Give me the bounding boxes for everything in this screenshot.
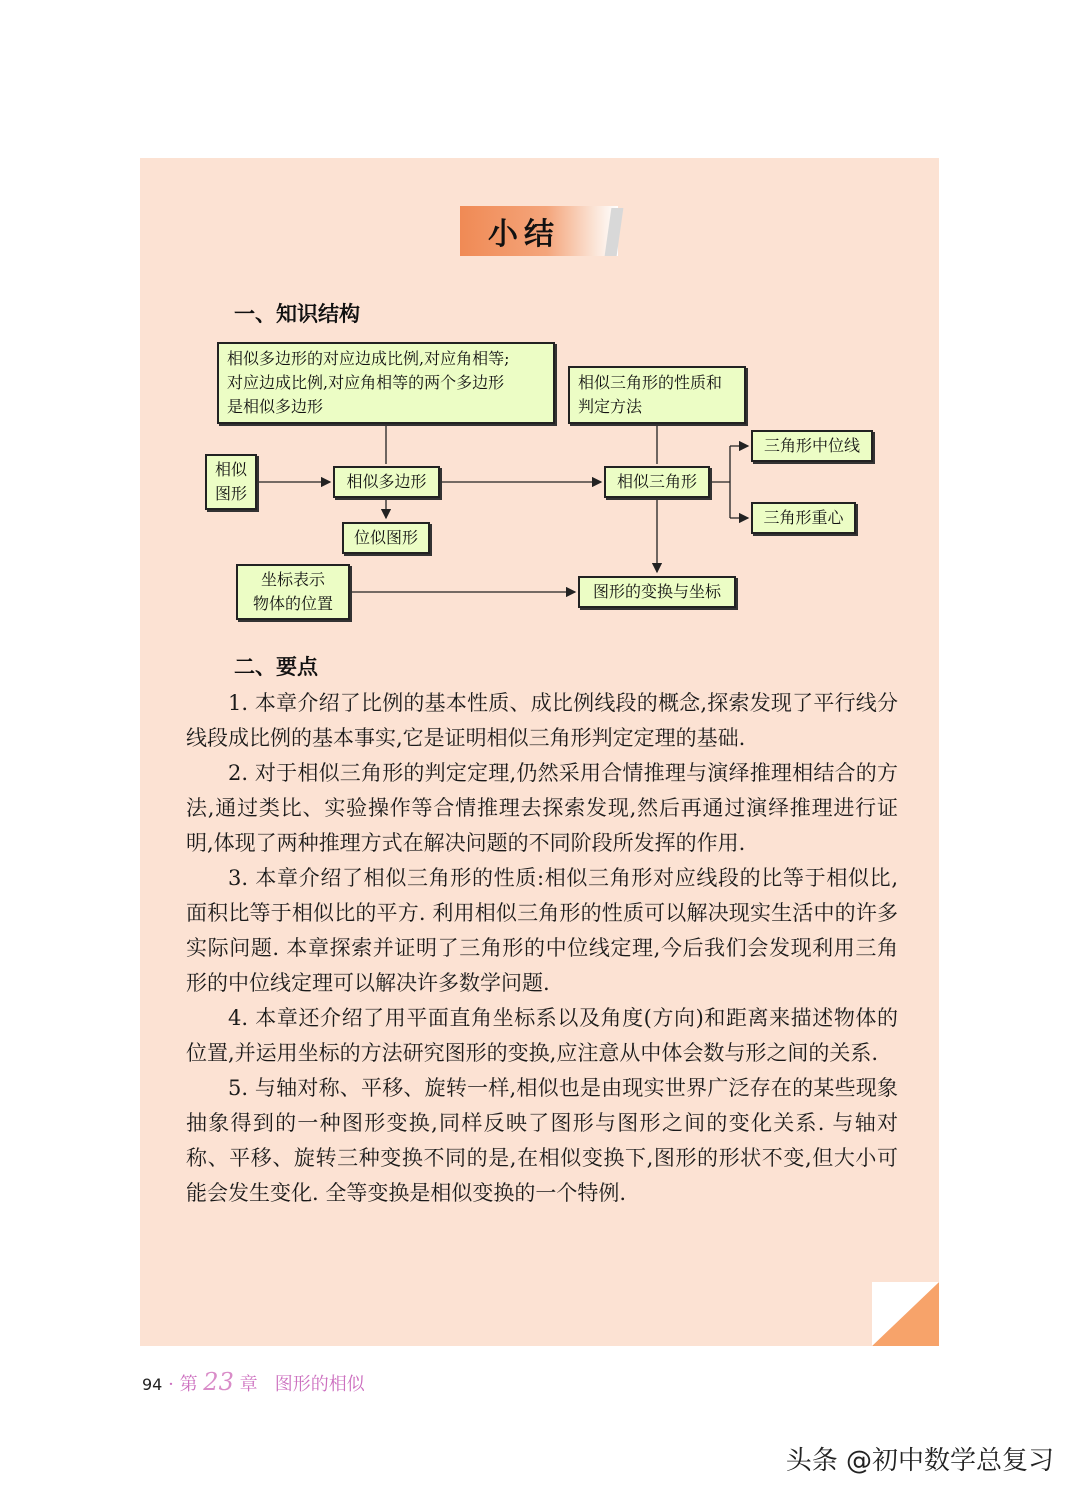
box-triangle-properties-line2: 判定方法: [578, 397, 643, 416]
box-triangle-midline-label: 三角形中位线: [763, 436, 860, 455]
box-polygon-definition-line1: 相似多边形的对应边成比例,对应角相等;: [227, 349, 510, 368]
box-coordinate-position-line2: 物体的位置: [252, 594, 333, 613]
chapter-title: 图形的相似: [274, 1374, 365, 1395]
box-similar-triangle: [604, 466, 710, 498]
box-similar-figure-line2: 图形: [214, 484, 247, 503]
box-transform-coordinates: [578, 576, 736, 608]
page-number: 94: [142, 1375, 163, 1394]
key-point-paragraph: 1. 本章介绍了比例的基本性质、成比例线段的概念,探索发现了平行线分线段成比例的基本事实,它是证明相似三角形判定定理的基础.: [186, 691, 898, 750]
box-coordinate-position: [236, 564, 350, 620]
footer-separator: ·: [168, 1374, 174, 1395]
page-footer: [142, 1368, 365, 1396]
box-similar-triangle-label: 相似三角形: [616, 472, 697, 491]
section-heading-knowledge-structure: 一、知识结构: [234, 301, 360, 326]
chapter-number: 23: [203, 1368, 234, 1396]
box-homothetic-figure-label: 位似图形: [353, 528, 418, 547]
box-similar-figure-line1: 相似: [214, 460, 247, 479]
box-triangle-properties: [568, 366, 746, 424]
box-triangle-centroid: [751, 502, 856, 534]
box-triangle-midline: [751, 430, 873, 462]
box-triangle-properties-line1: 相似三角形的性质和: [578, 373, 723, 392]
key-point-paragraph: 2. 对于相似三角形的判定定理,仍然采用合情推理与演绎推理相结合的方法,通过类比、实验操作等合情推理去探索发现,然后再通过演绎推理进行证明,体现了两种推理方式在解决问题的不同阶段所发挥的作用.: [186, 761, 898, 855]
section-heading-key-points: 二、要点: [234, 654, 318, 679]
box-similar-polygon-label: 相似多边形: [346, 472, 427, 491]
chapter-prefix: 第: [179, 1374, 198, 1395]
summary-title: 小结: [488, 217, 560, 252]
box-triangle-centroid-label: 三角形重心: [763, 508, 844, 527]
box-similar-polygon: [333, 466, 440, 498]
chapter-suffix: 章: [239, 1374, 258, 1395]
box-homothetic-figure: [342, 522, 430, 554]
key-point-paragraph: 5. 与轴对称、平移、旋转一样,相似也是由现实世界广泛存在的某些现象抽象得到的一种图形变换,同样反映了图形与图形之间的变化关系. 与轴对称、平移、旋转三种变换不同的是,在相似变换下,图形的形状不变,但大小可能会发生变化. 全等变换是相似变换的一个特例.: [186, 1076, 898, 1205]
box-transform-coordinates-label: 图形的变换与坐标: [592, 582, 721, 601]
box-polygon-definition-line2: 对应边成比例,对应角相等的两个多边形: [227, 373, 505, 392]
box-coordinate-position-line1: 坐标表示: [260, 570, 325, 589]
key-point-paragraph: 3. 本章介绍了相似三角形的性质:相似三角形对应线段的比等于相似比,面积比等于相似比的平方. 利用相似三角形的性质可以解决现实生活中的许多实际问题. 本章探索并证明了三角形的中位线定理,今后我们会发现利用三角形的中位线定理可以解决许多数学问题.: [186, 866, 898, 995]
box-polygon-definition-line3: 是相似多边形: [227, 397, 324, 416]
source-watermark: 头条 @初中数学总复习: [785, 1446, 1054, 1476]
box-polygon-definition: [217, 342, 555, 424]
key-point-paragraph: 4. 本章还介绍了用平面直角坐标系以及角度(方向)和距离来描述物体的位置,并运用坐标的方法研究图形的变换,应注意从中体会数与形之间的关系.: [186, 1006, 898, 1065]
key-points-body: [186, 686, 898, 1211]
box-similar-figure: [205, 454, 257, 510]
